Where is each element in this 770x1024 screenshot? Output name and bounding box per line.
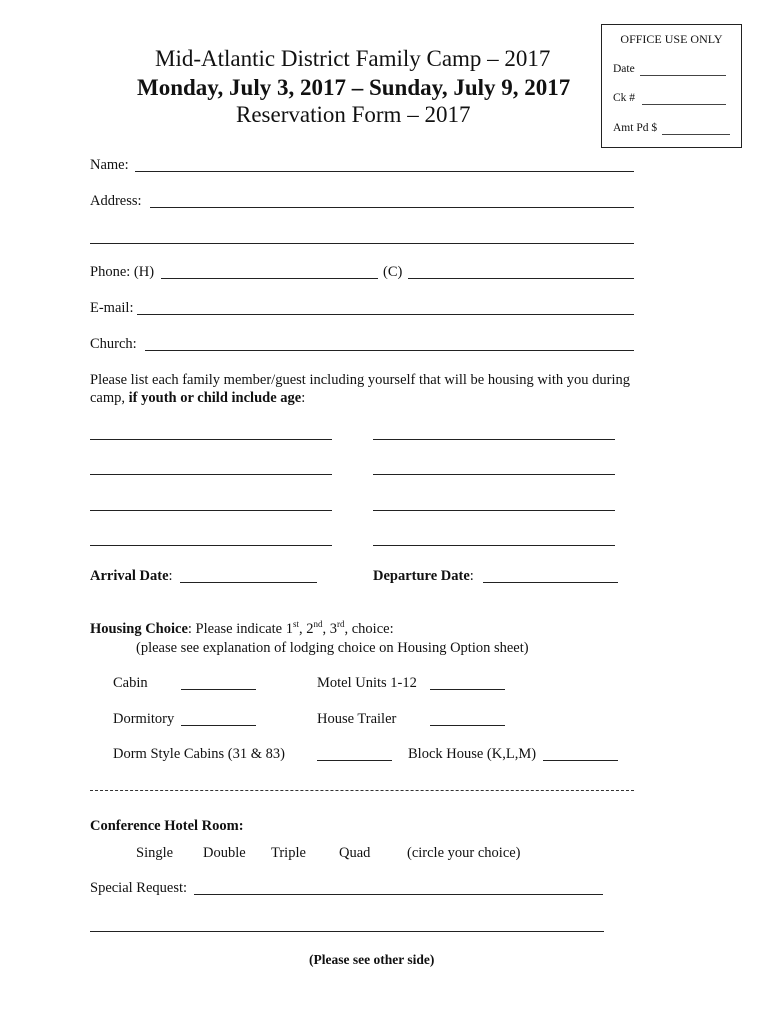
dorm-cabins-label: Dorm Style Cabins (31 & 83) (113, 746, 285, 762)
block-house-label: Block House (K,L,M) (408, 746, 537, 762)
family-member-field[interactable] (373, 439, 615, 440)
cabin-label: Cabin (113, 675, 148, 691)
hotel-option-triple[interactable]: Triple (271, 845, 306, 861)
hotel-note: (circle your choice) (407, 845, 521, 861)
cabin-choice-field[interactable] (181, 689, 256, 690)
address-label: Address: (90, 193, 142, 209)
house-trailer-choice-field[interactable] (430, 725, 505, 726)
departure-label: Departure Date: (373, 568, 474, 584)
phone-home-field[interactable] (161, 278, 378, 279)
hotel-option-double[interactable]: Double (203, 845, 246, 861)
hotel-option-single[interactable]: Single (136, 845, 174, 861)
family-member-field[interactable] (373, 510, 615, 511)
office-date-label: Date (613, 63, 635, 75)
arrival-date-field[interactable] (180, 582, 317, 583)
phone-home-label: Phone: (H) (90, 264, 155, 280)
email-field[interactable] (137, 314, 634, 315)
form-title: Mid-Atlantic District Family Camp – 2017 (155, 46, 551, 71)
office-amt-line[interactable] (662, 134, 730, 135)
office-ck-label: Ck # (613, 92, 636, 104)
office-use-box (601, 24, 742, 148)
arrival-label: Arrival Date: (90, 568, 173, 584)
motel-label: Motel Units 1-12 (317, 675, 417, 691)
name-label: Name: (90, 157, 129, 173)
dorm-cabins-choice-field[interactable] (317, 760, 392, 761)
block-house-choice-field[interactable] (543, 760, 618, 761)
family-member-field[interactable] (90, 510, 332, 511)
footer-note: (Please see other side) (309, 952, 435, 967)
housing-choice-heading: Housing Choice: Please indicate 1st, 2nd, 3rd, choice: (90, 619, 394, 637)
house-trailer-label: House Trailer (317, 711, 397, 727)
hotel-heading: Conference Hotel Room: (90, 818, 244, 834)
dormitory-label: Dormitory (113, 711, 175, 727)
phone-cell-label: (C) (383, 264, 403, 280)
departure-date-field[interactable] (483, 582, 618, 583)
office-amt-label: Amt Pd $ (613, 122, 658, 134)
church-field[interactable] (145, 350, 634, 351)
family-member-field[interactable] (90, 474, 332, 475)
housing-note: (please see explanation of lodging choice on Housing Option sheet) (136, 640, 529, 656)
family-member-field[interactable] (373, 474, 615, 475)
family-member-field[interactable] (90, 439, 332, 440)
address-field[interactable] (150, 207, 634, 208)
dashed-divider (90, 790, 634, 791)
office-use-title: OFFICE USE ONLY (620, 32, 723, 46)
special-request-label: Special Request: (90, 880, 188, 896)
special-request-field[interactable] (194, 894, 603, 895)
phone-cell-field[interactable] (408, 278, 634, 279)
family-instruction-line2: camp, if youth or child include age: (90, 390, 306, 406)
name-field[interactable] (135, 171, 634, 172)
family-instruction: Please list each family member/guest including yourself that will be housing with you during (90, 372, 631, 388)
motel-choice-field[interactable] (430, 689, 505, 690)
family-member-field[interactable] (373, 545, 615, 546)
email-label: E-mail: (90, 300, 134, 316)
address-field-2[interactable] (90, 243, 634, 244)
camp-dates: Monday, July 3, 2017 – Sunday, July 9, 2017 (137, 75, 571, 100)
family-member-field[interactable] (90, 545, 332, 546)
special-request-field-2[interactable] (90, 931, 604, 932)
hotel-option-quad[interactable]: Quad (339, 845, 371, 861)
office-date-line[interactable] (640, 75, 726, 76)
dormitory-choice-field[interactable] (181, 725, 256, 726)
form-subtitle: Reservation Form – 2017 (236, 102, 471, 127)
office-ck-line[interactable] (642, 104, 726, 105)
church-label: Church: (90, 336, 137, 352)
